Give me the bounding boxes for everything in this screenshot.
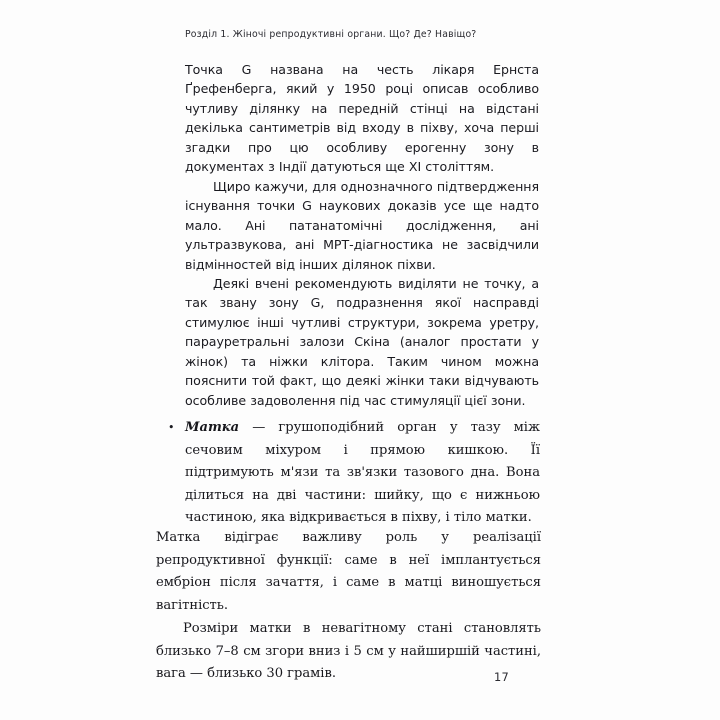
list-item-separator: —: [239, 420, 279, 435]
running-head: Розділ 1. Жіночі репродуктивні органи. Що? Де? Навіщо?: [185, 29, 477, 40]
definition-list: [166, 417, 540, 530]
page-number: 17: [494, 670, 510, 684]
list-item-text: грушоподібний орган у тазу між сечовим міхуром і прямою кишкою. Її підтримують м'язи та зв'язки тазового дна. Вона ділиться на дві частини: шийку, що є нижньою частиною, яка відкривається в піхву, і тіло матки.: [185, 420, 540, 526]
body-paragraph: Щиро кажучи, для однозначного підтвердження існування точки G наукових доказів усе ще надто мало. Ані патанатомічні дослідження, ані ультразвукова, ані МРТ-діагностика не засвідчили відмінностей від інших ділянок піхви.: [185, 178, 539, 272]
bullet-icon: •: [168, 421, 175, 434]
closing-paragraph: Матка відіграє важливу роль у реалізації репродуктивної функції: саме в неї імплантується ембріон після зачаття, і саме в матці виношується вагітність.: [156, 530, 541, 614]
closing-paragraph: Розміри матки в невагітному стані становлять близько 7–8 см згори вниз і 5 см у найширшій частині, вага — близько 30 грамів.: [156, 620, 541, 682]
list-item-term: Матка: [185, 420, 240, 435]
sans-body-column: [185, 60, 539, 410]
body-paragraph: Точка G названа на честь лікаря Ернста Ґрефенберга, який у 1950 році описав особливо чутливу ділянку на передній стінці на відстані декілька сантиметрів від входу в піхву, хоча перші згадки про цю особливу ерогенну зону в документах з Індії датуються ще XI століттям.: [185, 62, 539, 175]
serif-body-column: [156, 527, 541, 686]
list-item-body: [185, 417, 540, 530]
list-item: [166, 417, 540, 530]
body-paragraph: Деякі вчені рекомендують виділяти не точку, а так звану зону G, подразнення якої насправді стимулює інші чутливі структури, зокрема уретру, парауретральні залози Скіна (аналог простати у жінок) та ніжки клітора. Таким чином можна пояснити той факт, що деякі жінки таки відчувають особливе задоволення під час стимуляції цієї зони.: [185, 275, 539, 408]
